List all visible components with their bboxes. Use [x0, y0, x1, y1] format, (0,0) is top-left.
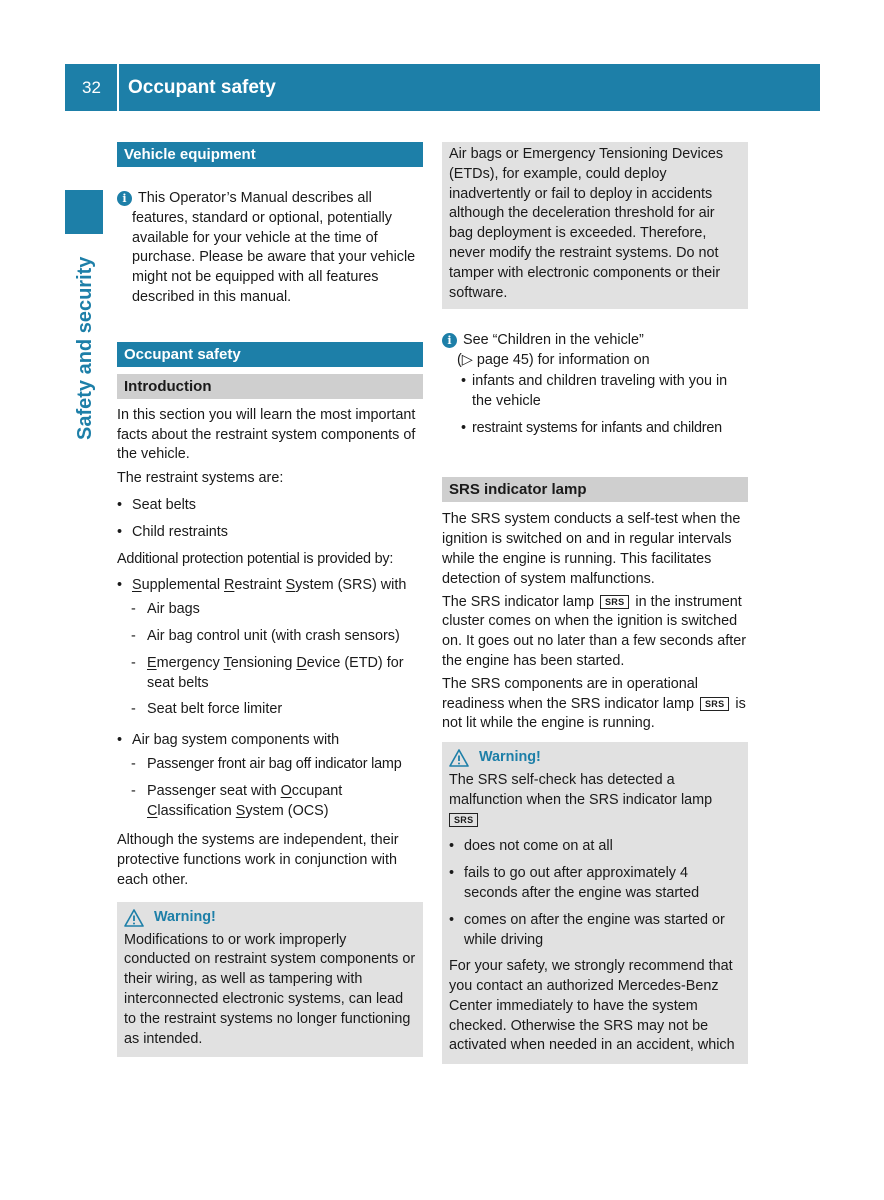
warning-triangle-icon: [449, 749, 469, 767]
srs-self-test-paragraph: The SRS system conducts a self-test when the ignition is switched on and in regular intervals while the engine is running. This facilitates detection of system malfunctions.: [442, 511, 741, 587]
note-text-first-line: This Operator’s Manual describes all: [138, 190, 372, 206]
continued-warning-box: [442, 142, 748, 309]
sub-list-item: - Seat belt force limiter: [131, 701, 283, 718]
header-divider: [117, 64, 119, 111]
page-number: 32: [82, 78, 101, 97]
warning-triangle-icon: [124, 909, 144, 927]
list-item: • does not come on at all: [449, 838, 613, 855]
sub-list-item: - Air bags: [131, 601, 200, 618]
sub-list-item: - Air bag control unit (with crash sensors): [131, 627, 400, 644]
continued-warning-text: Air bags or Emergency Tensioning Devices (ETDs), for example, could deploy inadvertently or fail to deploy in accidents although the deceleration threshold for air bag deployment is exceeded. Therefore, never modify the restraint systems. Do not tamper with electronic components or their software.: [449, 146, 724, 301]
warning-box: [117, 902, 423, 1058]
srs-readiness-paragraph: The SRS components are in operational readiness when the SRS indicator lamp SRS is not lit while the engine is running.: [442, 675, 746, 732]
note-text-rest: features, standard or optional, potentially available for your vehicle at the time of purchase. Please be aware that your vehicle might not be equipped with all features described in this manual.: [132, 209, 416, 305]
left-column: [117, 142, 423, 1057]
restraint-systems-intro: The restraint systems are:: [117, 470, 284, 487]
info-icon: i: [442, 333, 457, 348]
sub-list-item: - Passenger seat with Occupant Classification System (OCS): [131, 782, 343, 819]
occupant-safety-heading: Occupant safety: [117, 342, 423, 367]
srs-warning-box: [442, 742, 748, 1064]
additional-protection-text: Additional protection potential is provided by:: [117, 550, 394, 567]
srs-indicator-heading: SRS indicator lamp: [442, 477, 748, 502]
list-item: • fails to go out after approximately 4 seconds after the engine was started: [449, 865, 700, 901]
list-item: • Child restraints: [117, 523, 228, 540]
intro-paragraph: In this section you will learn the most important facts about the restraint system components of the vehicle.: [117, 406, 416, 463]
sub-list-item: - Passenger front air bag off indicator lamp: [131, 755, 402, 772]
list-item: • restraint systems for infants and children: [461, 419, 722, 436]
warning-label: Warning!: [154, 908, 216, 925]
srs-lamp-paragraph: The SRS indicator lamp SRS in the instrument cluster comes on when the ignition is switched on. It goes out no later than a few seconds after the engine has been started.: [442, 593, 746, 669]
srs-indicator-lamp-icon: SRS: [600, 595, 629, 609]
children-note: [442, 331, 748, 351]
list-item-srs: • Supplemental Restraint System (SRS) with: [117, 577, 407, 594]
srs-indicator-lamp-icon: SRS: [700, 697, 729, 711]
conjunction-paragraph: Although the systems are independent, their protective functions work in conjunction with each other.: [117, 832, 399, 888]
list-item: • Seat belts: [117, 496, 196, 513]
list-item: • comes on after the engine was started or while driving: [449, 911, 725, 948]
warning-label: Warning!: [479, 749, 541, 766]
srs-indicator-lamp-icon: SRS: [449, 813, 478, 827]
info-icon: i: [117, 191, 132, 206]
list-item-airbag: • Air bag system components with: [117, 732, 340, 749]
vehicle-equipment-note: [117, 189, 423, 209]
section-tab-label: Safety and security: [74, 256, 96, 440]
children-note-line1: See “Children in the vehicle”: [463, 332, 644, 349]
page-title: Occupant safety: [128, 77, 276, 98]
vehicle-equipment-heading: Vehicle equipment: [117, 142, 423, 167]
children-note-line2: (▷ page 45) for information on: [457, 352, 650, 369]
srs-warning-closing: For your safety, we strongly recommend that you contact an authorized Mercedes-Benz Center immediately to have the system checked. Otherwise the SRS may not be activated when needed in an accident, which: [449, 958, 735, 1054]
list-item: • infants and children traveling with you in the vehicle: [461, 372, 728, 409]
warning-text: Modifications to or work improperly conducted on restraint system components or their wiring, as well as tampering with interconnected electronic systems, can lead to the restraint systems no longer functioning as intended.: [124, 931, 416, 1047]
sub-list-item: - Emergency Tensioning Device (ETD) for seat belts: [131, 654, 404, 691]
right-column: [442, 142, 748, 1064]
srs-warning-intro: The SRS self-check has detected a malfunction when the SRS indicator lamp SRS: [449, 771, 713, 825]
introduction-heading: Introduction: [117, 374, 423, 399]
